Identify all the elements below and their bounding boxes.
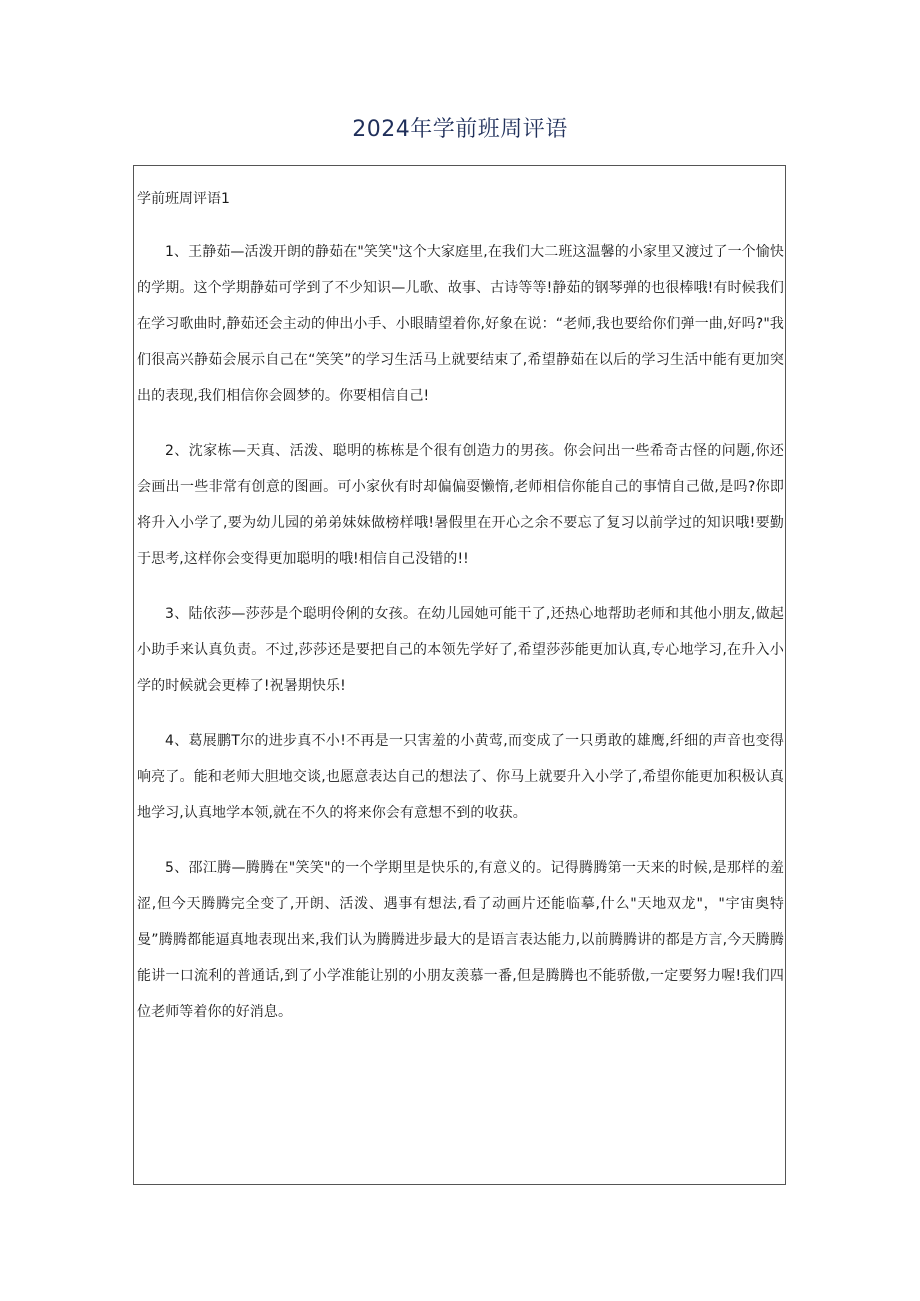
paragraph-list — [137, 234, 784, 1049]
paragraph-1: 1、王静茹—活泼开朗的静茹在"笑笑"这个大家庭里,在我们大二班这温馨的小家里又渡过了一个愉快的学期。这个学期静茹可学到了不少知识—儿歌、故事、古诗等等!静茹的钢琴弹的也很棒哦!有时候我们在学习歌曲时,静茹还会主动的伸出小手、小眼睛望着你,好象在说：“老师,我也要给你们弹一曲,好吗?"我们很高兴静茹会展示自己在“笑笑”的学习生活马上就要结束了,希望静茹在以后的学习生活中能有更加突出的表现,我们相信你会圆梦的。你要相信自己! — [137, 244, 784, 404]
paragraph-3: 3、陆依莎—莎莎是个聪明伶俐的女孩。在幼儿园她可能干了,还热心地帮助老师和其他小朋友,做起小助手来认真负责。不过,莎莎还是要把自己的本领先学好了,希望莎莎能更加认真,专心地学习,在升入小学的时候就会更棒了!祝暑期快乐! — [137, 606, 784, 694]
paragraph-2: 2、沈家栋—天真、活泼、聪明的栋栋是个很有创造力的男孩。你会问出一些希奇古怪的问题,你还会画出一些非常有创意的图画。可小家伙有时却偏偏耍懒惰,老师相信你能自己的事情自己做,是吗?你即将升入小学了,要为幼儿园的弟弟妹妹做榜样哦!暑假里在开心之余不要忘了复习以前学过的知识哦!要勤于思考,这样你会变得更加聪明的哦!相信自己没错的!! — [137, 443, 784, 567]
page-title: 2024年学前班周评语 — [352, 117, 568, 142]
section-heading: 学前班周评语1 — [137, 191, 230, 207]
paragraph-5: 5、邵江腾—腾腾在"笑笑"的一个学期里是快乐的,有意义的。记得腾腾第一天来的时候,是那样的羞涩,但今天腾腾完全变了,开朗、活泼、遇事有想法,看了动画片还能临摹,什么"天地双龙"，"宇宙奥特曼”腾腾都能逼真地表现出来,我们认为腾腾进步最大的是语言表达能力,以前腾腾讲的都是方言,今天腾腾能讲一口流利的普通话,到了小学准能让别的小朋友羡慕一番,但是腾腾也不能骄傲,一定要努力喔!我们四位老师等着你的好消息。 — [137, 860, 784, 1020]
content-box — [133, 165, 786, 1185]
paragraph-4: 4、葛展鹏T尔的进步真不小!不再是一只害羞的小黄莺,而变成了一只勇敢的雄鹰,纤细的声音也变得响亮了。能和老师大胆地交谈,也愿意表达自己的想法了、你马上就要升入小学了,希望你能更加积极认真地学习,认真地学本领,就在不久的将来你会有意想不到的收获。 — [137, 733, 784, 821]
